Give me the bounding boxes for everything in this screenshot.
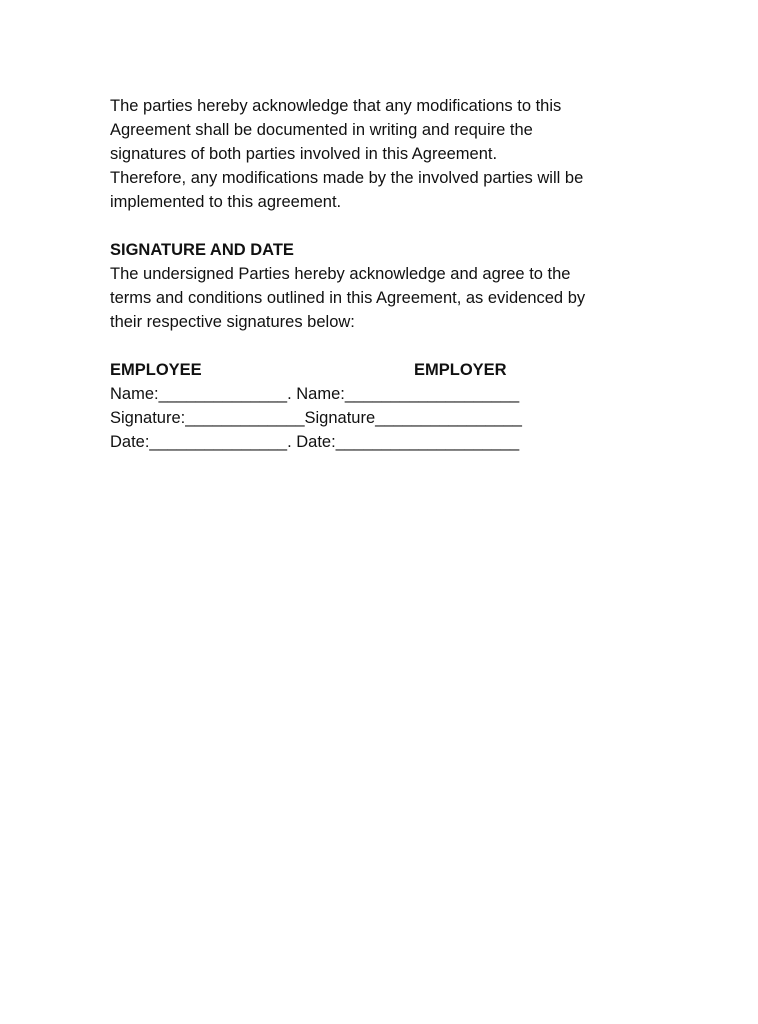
paragraph-line: Therefore, any modifications made by the involved parties will be — [110, 169, 584, 187]
paragraph-line: The parties hereby acknowledge that any modifications to this — [110, 97, 562, 115]
paragraph-line: signatures of both parties involved in this Agreement. — [110, 145, 498, 163]
name-line: Name:______________. Name:___________________ — [110, 385, 520, 403]
paragraph-line: Agreement shall be documented in writing and require the — [110, 121, 533, 139]
date-line: Date:_______________. Date:____________________ — [110, 433, 520, 451]
paragraph-line: terms and conditions outlined in this Agreement, as evidenced by — [110, 289, 586, 307]
employer-heading: EMPLOYER — [414, 361, 507, 379]
paragraph-line: their respective signatures below: — [110, 313, 355, 331]
signature-block — [110, 358, 670, 454]
signature-section-heading: SIGNATURE AND DATE — [110, 241, 294, 259]
signature-line: Signature:_____________Signature________________ — [110, 409, 522, 427]
modifications-paragraph — [110, 94, 670, 214]
paragraph-line: implemented to this agreement. — [110, 193, 342, 211]
paragraph-line: The undersigned Parties hereby acknowledge and agree to the — [110, 265, 571, 283]
employee-heading: EMPLOYEE — [110, 361, 202, 379]
document-body — [110, 94, 670, 454]
signature-paragraph — [110, 262, 670, 334]
